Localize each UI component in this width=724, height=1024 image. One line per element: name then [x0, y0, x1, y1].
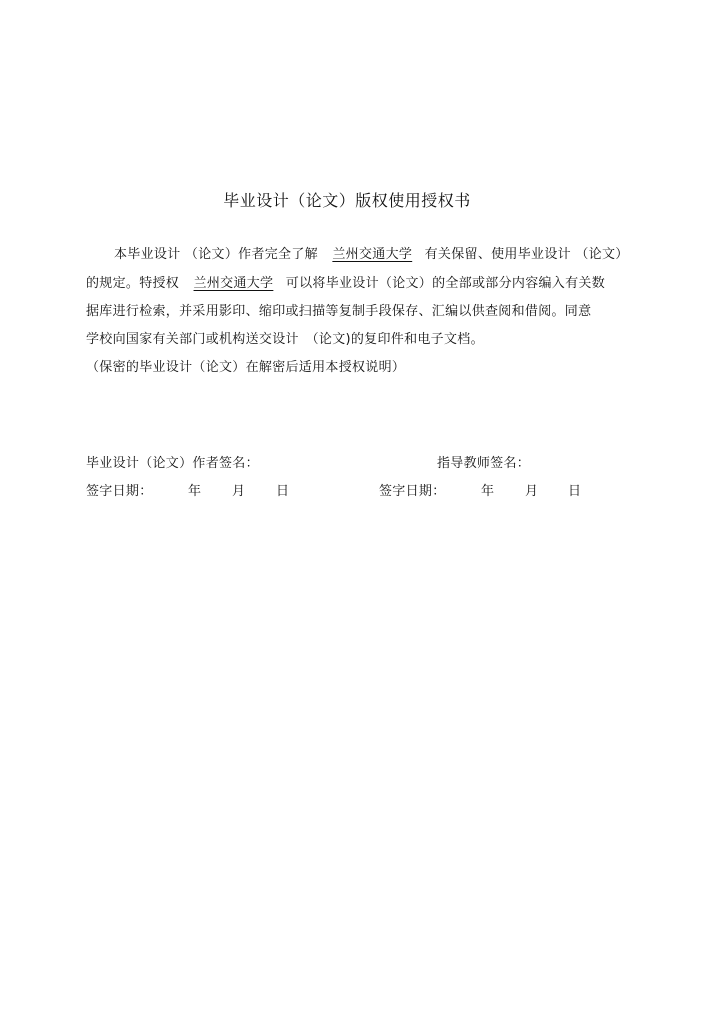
university-name-underlined: 兰州交通大学 — [193, 276, 274, 291]
author-date-month: 月 — [232, 484, 246, 499]
page-title: 毕业设计（论文）版权使用授权书 — [223, 191, 471, 210]
paragraph-line-2 — [86, 275, 605, 293]
paragraph-line-4: 学校向国家有关部门或机构送交设计 （论文)的复印件和电子文档。 — [86, 332, 484, 347]
line1-prefix: 本毕业设计 （论文）作者完全了解 — [114, 247, 318, 262]
advisor-date-year: 年 — [481, 484, 495, 499]
author-date-day: 日 — [276, 484, 290, 499]
paragraph-line-3: 据库进行检索，并采用影印、缩印或扫描等复制手段保存、汇编以供查阅和借阅。同意 — [86, 304, 592, 319]
advisor-signature-label: 指导教师签名： — [437, 456, 531, 471]
line2-prefix: 的规定。特授权 — [86, 276, 180, 291]
paragraph-line-1 — [114, 246, 629, 264]
advisor-date-label: 签字日期： — [379, 484, 446, 499]
confidential-note: （保密的毕业设计（论文）在解密后适用本授权说明） — [86, 360, 406, 375]
university-name-underlined: 兰州交通大学 — [332, 247, 413, 262]
advisor-date-day: 日 — [568, 484, 582, 499]
author-signature-label: 毕业设计（论文）作者签名： — [86, 456, 259, 471]
line2-suffix: 可以将毕业设计（论文）的全部或部分内容编入有关数 — [285, 276, 605, 291]
line1-suffix: 有关保留、使用毕业设计 （论文） — [424, 247, 629, 262]
advisor-date-month: 月 — [525, 484, 539, 499]
author-date-label: 签字日期： — [86, 484, 153, 499]
author-date-year: 年 — [188, 484, 202, 499]
